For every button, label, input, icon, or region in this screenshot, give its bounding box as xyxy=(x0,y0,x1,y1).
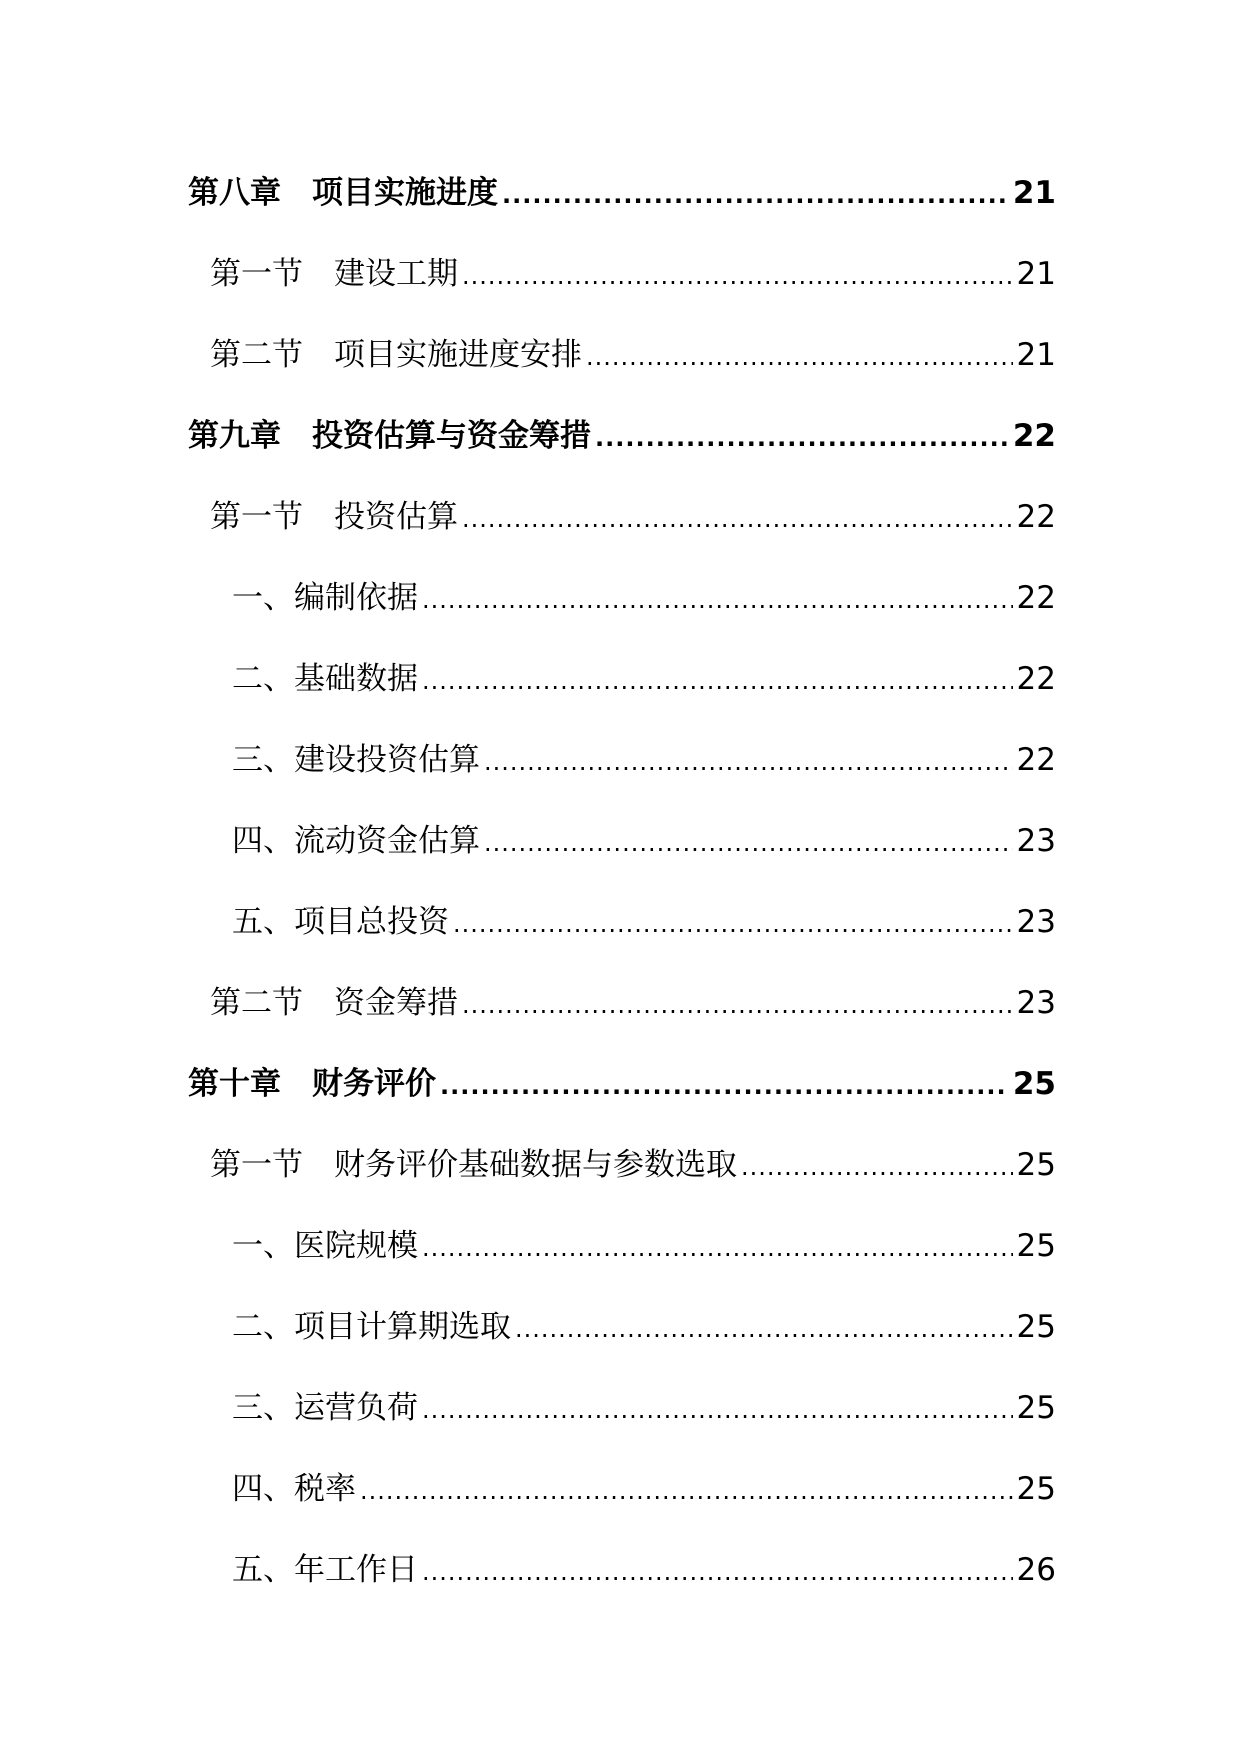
toc-page-number: 25 xyxy=(1016,1309,1056,1345)
toc-dot-leader xyxy=(422,1385,1013,1435)
toc-entry-title: 第一节 投资估算 xyxy=(210,499,458,535)
toc-entry-subsection[interactable] xyxy=(232,654,1056,704)
toc-entry-subsection[interactable] xyxy=(232,816,1056,866)
toc-page-number: 25 xyxy=(1016,1228,1056,1264)
toc-entry-section[interactable] xyxy=(210,1140,1056,1190)
toc-dot-leader xyxy=(440,1061,1009,1111)
toc-dot-leader xyxy=(484,737,1013,787)
toc-dot-leader xyxy=(586,332,1013,382)
toc-page-number: 22 xyxy=(1016,661,1056,697)
toc-page-number: 25 xyxy=(1016,1471,1056,1507)
toc-entry-title: 二、项目计算期选取 xyxy=(232,1309,511,1345)
toc-dot-leader xyxy=(462,494,1013,544)
toc-entry-title: 二、基础数据 xyxy=(232,661,418,697)
toc-dot-leader xyxy=(484,818,1013,868)
toc-dot-leader xyxy=(462,980,1013,1030)
toc-entry-title: 第一节 建设工期 xyxy=(210,256,458,292)
toc-page-number: 21 xyxy=(1012,175,1056,211)
toc-page-number: 25 xyxy=(1012,1066,1056,1102)
toc-entry-subsection[interactable] xyxy=(232,573,1056,623)
toc-entry-title: 第九章 投资估算与资金筹措 xyxy=(188,418,591,454)
toc-page-number: 22 xyxy=(1012,418,1056,454)
toc-entry-section[interactable] xyxy=(210,978,1056,1028)
toc-entry-subsection[interactable] xyxy=(232,1464,1056,1514)
toc-entry-title: 一、编制依据 xyxy=(232,580,418,616)
toc-entry-title: 一、医院规模 xyxy=(232,1228,418,1264)
toc-entry-subsection[interactable] xyxy=(232,735,1056,785)
toc-dot-leader xyxy=(422,575,1013,625)
toc-entry-title: 第十章 财务评价 xyxy=(188,1066,436,1102)
toc-page-number: 23 xyxy=(1016,904,1056,940)
toc-dot-leader xyxy=(462,251,1013,301)
toc-entry-title: 第八章 项目实施进度 xyxy=(188,175,498,211)
toc-entry-title: 三、建设投资估算 xyxy=(232,742,480,778)
toc-dot-leader xyxy=(422,1223,1013,1273)
toc-page-number: 25 xyxy=(1016,1147,1056,1183)
toc-dot-leader xyxy=(741,1142,1013,1192)
toc-dot-leader xyxy=(453,899,1013,949)
toc-entry-section[interactable] xyxy=(210,330,1056,380)
toc-dot-leader xyxy=(422,1547,1013,1597)
toc-page-number: 23 xyxy=(1016,823,1056,859)
toc-entry-title: 第一节 财务评价基础数据与参数选取 xyxy=(210,1147,737,1183)
toc-entry-title: 第二节 资金筹措 xyxy=(210,985,458,1021)
toc-entry-subsection[interactable] xyxy=(232,1383,1056,1433)
toc-entry-chapter-10[interactable] xyxy=(188,1059,1056,1109)
toc-dot-leader xyxy=(422,656,1013,706)
toc-dot-leader xyxy=(502,170,1009,220)
toc-entry-subsection[interactable] xyxy=(232,897,1056,947)
toc-page-number: 23 xyxy=(1016,985,1056,1021)
toc-page-number: 22 xyxy=(1016,499,1056,535)
toc-entry-title: 四、流动资金估算 xyxy=(232,823,480,859)
toc-entry-title: 四、税率 xyxy=(232,1471,356,1507)
toc-entry-section[interactable] xyxy=(210,492,1056,542)
toc-entry-subsection[interactable] xyxy=(232,1545,1056,1595)
toc-dot-leader xyxy=(595,413,1009,463)
toc-dot-leader xyxy=(515,1304,1013,1354)
toc-entry-title: 五、年工作日 xyxy=(232,1552,418,1588)
toc-entry-title: 三、运营负荷 xyxy=(232,1390,418,1426)
toc-entry-title: 第二节 项目实施进度安排 xyxy=(210,337,582,373)
toc-page-number: 21 xyxy=(1016,337,1056,373)
toc-page-number: 22 xyxy=(1016,742,1056,778)
toc-entry-subsection[interactable] xyxy=(232,1302,1056,1352)
toc-page-number: 21 xyxy=(1016,256,1056,292)
toc-entry-section[interactable] xyxy=(210,249,1056,299)
toc-entry-subsection[interactable] xyxy=(232,1221,1056,1271)
toc-entry-title: 五、项目总投资 xyxy=(232,904,449,940)
toc-dot-leader xyxy=(360,1466,1013,1516)
toc-page-number: 26 xyxy=(1016,1552,1056,1588)
toc-entry-chapter-9[interactable] xyxy=(188,411,1056,461)
toc-entry-chapter-8[interactable] xyxy=(188,168,1056,218)
toc-page-number: 22 xyxy=(1016,580,1056,616)
toc-page-number: 25 xyxy=(1016,1390,1056,1426)
